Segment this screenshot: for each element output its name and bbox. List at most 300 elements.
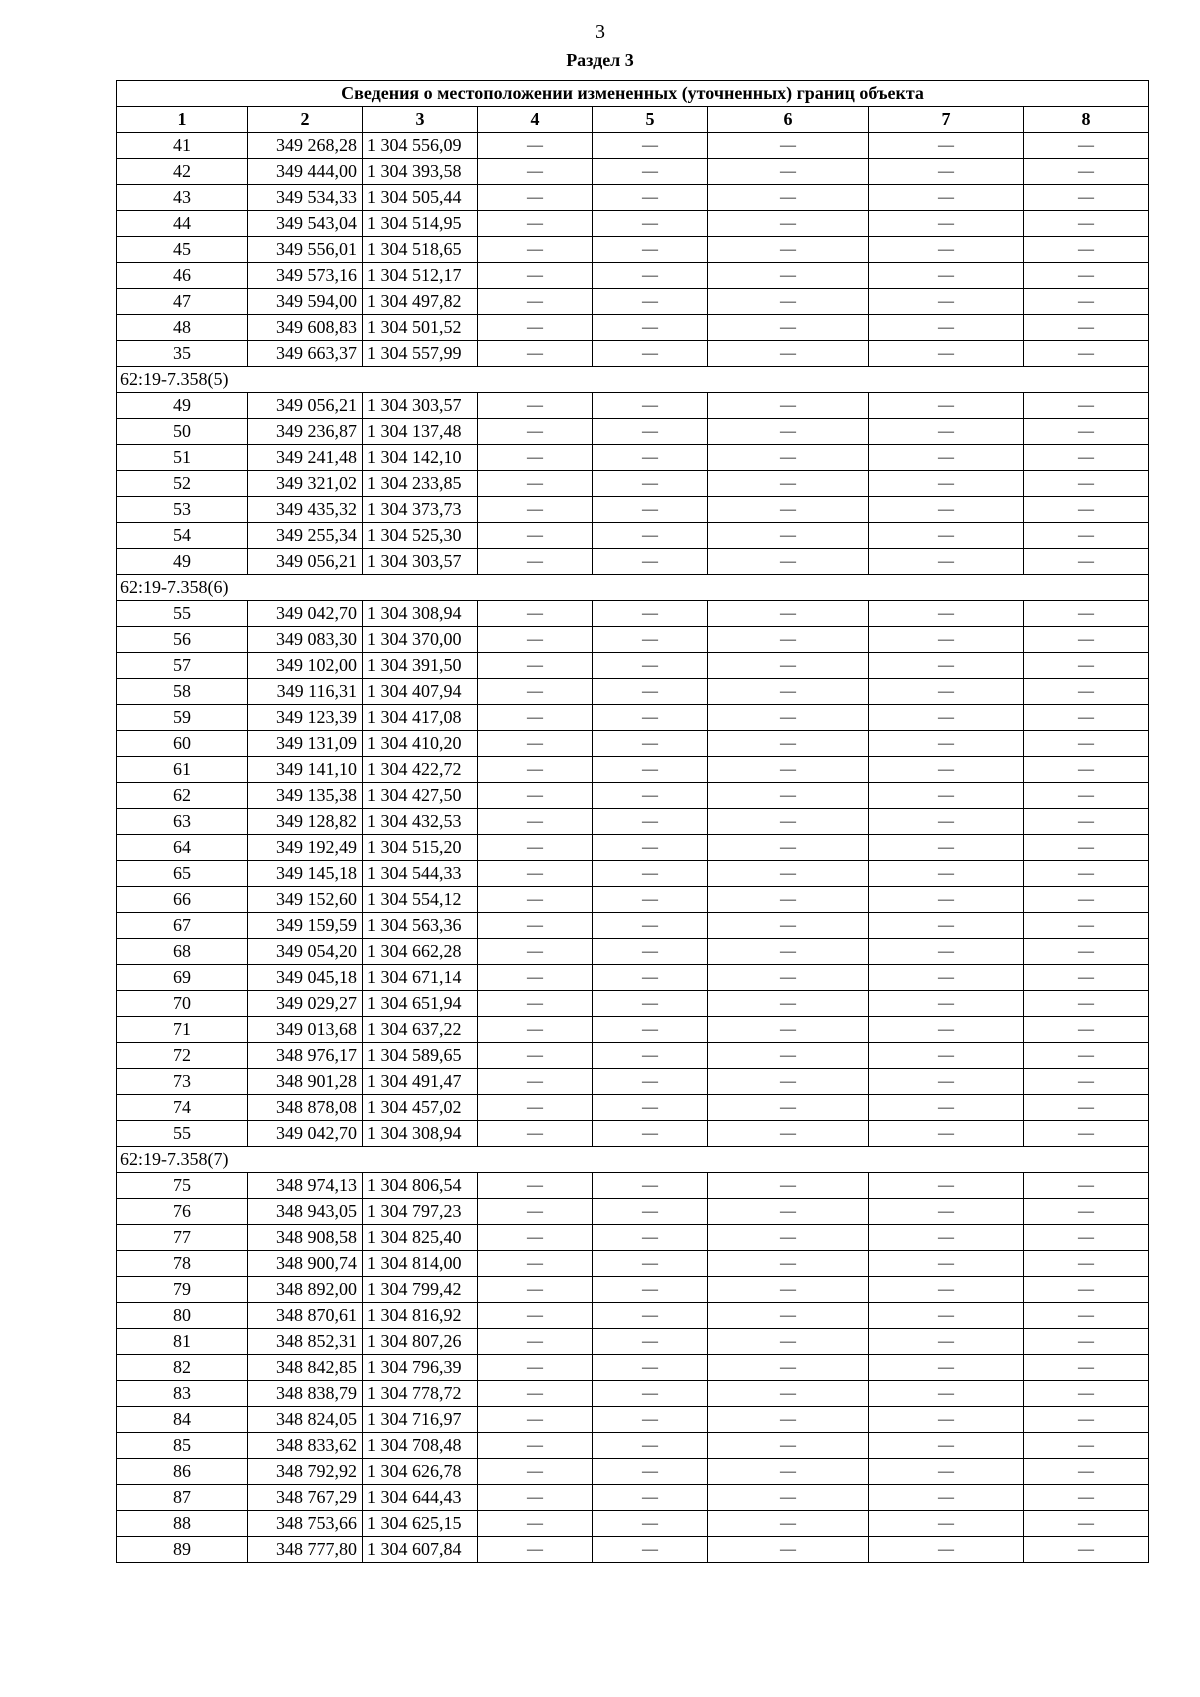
empty-value-cell: —: [1024, 497, 1149, 523]
empty-value-cell: —: [1024, 835, 1149, 861]
empty-value-cell: —: [1024, 445, 1149, 471]
empty-value-cell: —: [593, 1329, 708, 1355]
empty-value-cell: —: [1024, 1459, 1149, 1485]
y-coordinate-cell: 1 304 497,82: [363, 289, 478, 315]
empty-value-cell: —: [478, 471, 593, 497]
table-row: [117, 1511, 1149, 1537]
x-coordinate-cell: 349 042,70: [248, 1121, 363, 1147]
empty-value-cell: —: [593, 497, 708, 523]
empty-value-cell: —: [869, 1225, 1024, 1251]
table-row: [117, 1381, 1149, 1407]
empty-value-cell: —: [1024, 1017, 1149, 1043]
empty-value-cell: —: [869, 497, 1024, 523]
empty-value-cell: —: [478, 523, 593, 549]
empty-value-cell: —: [1024, 1277, 1149, 1303]
y-coordinate-cell: 1 304 796,39: [363, 1355, 478, 1381]
empty-value-cell: —: [478, 861, 593, 887]
empty-value-cell: —: [593, 1251, 708, 1277]
table-row: [117, 757, 1149, 783]
y-coordinate-cell: 1 304 557,99: [363, 341, 478, 367]
point-number-cell: 57: [117, 653, 248, 679]
empty-value-cell: —: [593, 1537, 708, 1563]
empty-value-cell: —: [708, 991, 869, 1017]
empty-value-cell: —: [869, 1355, 1024, 1381]
empty-value-cell: —: [593, 809, 708, 835]
x-coordinate-cell: 348 753,66: [248, 1511, 363, 1537]
empty-value-cell: —: [708, 1329, 869, 1355]
empty-value-cell: —: [1024, 1225, 1149, 1251]
empty-value-cell: —: [869, 1485, 1024, 1511]
empty-value-cell: —: [478, 1277, 593, 1303]
empty-value-cell: —: [1024, 783, 1149, 809]
empty-value-cell: —: [478, 913, 593, 939]
empty-value-cell: —: [869, 1069, 1024, 1095]
empty-value-cell: —: [708, 1121, 869, 1147]
empty-value-cell: —: [593, 1121, 708, 1147]
x-coordinate-cell: 348 974,13: [248, 1173, 363, 1199]
x-coordinate-cell: 349 236,87: [248, 419, 363, 445]
y-coordinate-cell: 1 304 625,15: [363, 1511, 478, 1537]
y-coordinate-cell: 1 304 825,40: [363, 1225, 478, 1251]
empty-value-cell: —: [708, 627, 869, 653]
empty-value-cell: —: [869, 1199, 1024, 1225]
x-coordinate-cell: 349 192,49: [248, 835, 363, 861]
y-coordinate-cell: 1 304 814,00: [363, 1251, 478, 1277]
empty-value-cell: —: [593, 679, 708, 705]
table-row: [117, 263, 1149, 289]
empty-value-cell: —: [869, 237, 1024, 263]
empty-value-cell: —: [478, 627, 593, 653]
y-coordinate-cell: 1 304 512,17: [363, 263, 478, 289]
x-coordinate-cell: 348 943,05: [248, 1199, 363, 1225]
empty-value-cell: —: [869, 341, 1024, 367]
table-row: [117, 1199, 1149, 1225]
y-coordinate-cell: 1 304 308,94: [363, 601, 478, 627]
table-row: [117, 185, 1149, 211]
empty-value-cell: —: [478, 1121, 593, 1147]
empty-value-cell: —: [869, 159, 1024, 185]
table-row: [117, 1355, 1149, 1381]
empty-value-cell: —: [1024, 653, 1149, 679]
empty-value-cell: —: [593, 783, 708, 809]
point-number-cell: 82: [117, 1355, 248, 1381]
point-number-cell: 53: [117, 497, 248, 523]
point-number-cell: 43: [117, 185, 248, 211]
group-header-row: [117, 1147, 1149, 1173]
empty-value-cell: —: [593, 471, 708, 497]
empty-value-cell: —: [1024, 341, 1149, 367]
empty-value-cell: —: [708, 653, 869, 679]
empty-value-cell: —: [869, 731, 1024, 757]
table-row: [117, 835, 1149, 861]
y-coordinate-cell: 1 304 644,43: [363, 1485, 478, 1511]
x-coordinate-cell: 348 767,29: [248, 1485, 363, 1511]
point-number-cell: 47: [117, 289, 248, 315]
table-row: [117, 1329, 1149, 1355]
x-coordinate-cell: 349 029,27: [248, 991, 363, 1017]
x-coordinate-cell: 349 534,33: [248, 185, 363, 211]
empty-value-cell: —: [593, 445, 708, 471]
empty-value-cell: —: [478, 1485, 593, 1511]
empty-value-cell: —: [593, 315, 708, 341]
table-row: [117, 731, 1149, 757]
x-coordinate-cell: 349 268,28: [248, 133, 363, 159]
point-number-cell: 63: [117, 809, 248, 835]
empty-value-cell: —: [593, 263, 708, 289]
empty-value-cell: —: [869, 939, 1024, 965]
empty-value-cell: —: [869, 211, 1024, 237]
empty-value-cell: —: [1024, 991, 1149, 1017]
empty-value-cell: —: [593, 965, 708, 991]
group-label: 62:19-7.358(7): [117, 1147, 1149, 1173]
point-number-cell: 50: [117, 419, 248, 445]
table-row: [117, 315, 1149, 341]
empty-value-cell: —: [478, 991, 593, 1017]
empty-value-cell: —: [593, 1407, 708, 1433]
empty-value-cell: —: [1024, 185, 1149, 211]
y-coordinate-cell: 1 304 137,48: [363, 419, 478, 445]
empty-value-cell: —: [478, 1199, 593, 1225]
empty-value-cell: —: [478, 887, 593, 913]
empty-value-cell: —: [1024, 757, 1149, 783]
empty-value-cell: —: [593, 1043, 708, 1069]
empty-value-cell: —: [1024, 1303, 1149, 1329]
x-coordinate-cell: 348 892,00: [248, 1277, 363, 1303]
empty-value-cell: —: [593, 341, 708, 367]
y-coordinate-cell: 1 304 807,26: [363, 1329, 478, 1355]
empty-value-cell: —: [593, 211, 708, 237]
empty-value-cell: —: [478, 1329, 593, 1355]
empty-value-cell: —: [593, 861, 708, 887]
empty-value-cell: —: [593, 835, 708, 861]
empty-value-cell: —: [478, 341, 593, 367]
empty-value-cell: —: [1024, 679, 1149, 705]
table-row: [117, 341, 1149, 367]
column-header: 4: [478, 107, 593, 133]
x-coordinate-cell: 349 241,48: [248, 445, 363, 471]
empty-value-cell: —: [478, 1407, 593, 1433]
empty-value-cell: —: [869, 315, 1024, 341]
point-number-cell: 78: [117, 1251, 248, 1277]
empty-value-cell: —: [1024, 1069, 1149, 1095]
empty-value-cell: —: [708, 1173, 869, 1199]
empty-value-cell: —: [1024, 1095, 1149, 1121]
empty-value-cell: —: [869, 1459, 1024, 1485]
x-coordinate-cell: 349 145,18: [248, 861, 363, 887]
empty-value-cell: —: [708, 185, 869, 211]
x-coordinate-cell: 349 435,32: [248, 497, 363, 523]
x-coordinate-cell: 348 901,28: [248, 1069, 363, 1095]
empty-value-cell: —: [708, 1459, 869, 1485]
empty-value-cell: —: [708, 1017, 869, 1043]
table-row: [117, 1043, 1149, 1069]
empty-value-cell: —: [478, 211, 593, 237]
empty-value-cell: —: [708, 835, 869, 861]
empty-value-cell: —: [478, 731, 593, 757]
y-coordinate-cell: 1 304 427,50: [363, 783, 478, 809]
empty-value-cell: —: [869, 757, 1024, 783]
table-row: [117, 653, 1149, 679]
empty-value-cell: —: [869, 1407, 1024, 1433]
empty-value-cell: —: [869, 1329, 1024, 1355]
table-row: [117, 393, 1149, 419]
empty-value-cell: —: [478, 601, 593, 627]
point-number-cell: 60: [117, 731, 248, 757]
empty-value-cell: —: [869, 679, 1024, 705]
table-row: [117, 887, 1149, 913]
point-number-cell: 45: [117, 237, 248, 263]
empty-value-cell: —: [1024, 809, 1149, 835]
empty-value-cell: —: [1024, 1381, 1149, 1407]
empty-value-cell: —: [708, 497, 869, 523]
table-row: [117, 549, 1149, 575]
x-coordinate-cell: 348 792,92: [248, 1459, 363, 1485]
point-number-cell: 77: [117, 1225, 248, 1251]
table-row: [117, 1407, 1149, 1433]
table-row: [117, 1225, 1149, 1251]
empty-value-cell: —: [869, 393, 1024, 419]
empty-value-cell: —: [708, 445, 869, 471]
table-row: [117, 1069, 1149, 1095]
y-coordinate-cell: 1 304 544,33: [363, 861, 478, 887]
empty-value-cell: —: [869, 523, 1024, 549]
table-row: [117, 1303, 1149, 1329]
table-row: [117, 913, 1149, 939]
y-coordinate-cell: 1 304 626,78: [363, 1459, 478, 1485]
empty-value-cell: —: [593, 1485, 708, 1511]
column-header: 6: [708, 107, 869, 133]
x-coordinate-cell: 349 152,60: [248, 887, 363, 913]
empty-value-cell: —: [1024, 263, 1149, 289]
empty-value-cell: —: [1024, 315, 1149, 341]
empty-value-cell: —: [869, 1251, 1024, 1277]
empty-value-cell: —: [708, 1303, 869, 1329]
empty-value-cell: —: [593, 757, 708, 783]
empty-value-cell: —: [869, 835, 1024, 861]
empty-value-cell: —: [708, 679, 869, 705]
column-header-row: [117, 107, 1149, 133]
x-coordinate-cell: 348 900,74: [248, 1251, 363, 1277]
x-coordinate-cell: 348 976,17: [248, 1043, 363, 1069]
point-number-cell: 61: [117, 757, 248, 783]
empty-value-cell: —: [478, 1251, 593, 1277]
y-coordinate-cell: 1 304 799,42: [363, 1277, 478, 1303]
empty-value-cell: —: [1024, 1121, 1149, 1147]
x-coordinate-cell: 349 444,00: [248, 159, 363, 185]
empty-value-cell: —: [478, 705, 593, 731]
point-number-cell: 72: [117, 1043, 248, 1069]
point-number-cell: 73: [117, 1069, 248, 1095]
empty-value-cell: —: [478, 1355, 593, 1381]
empty-value-cell: —: [1024, 211, 1149, 237]
point-number-cell: 55: [117, 1121, 248, 1147]
column-header: 8: [1024, 107, 1149, 133]
empty-value-cell: —: [593, 1381, 708, 1407]
point-number-cell: 56: [117, 627, 248, 653]
empty-value-cell: —: [478, 315, 593, 341]
empty-value-cell: —: [708, 809, 869, 835]
empty-value-cell: —: [708, 315, 869, 341]
table-row: [117, 991, 1149, 1017]
empty-value-cell: —: [708, 159, 869, 185]
empty-value-cell: —: [869, 861, 1024, 887]
empty-value-cell: —: [869, 1511, 1024, 1537]
point-number-cell: 76: [117, 1199, 248, 1225]
empty-value-cell: —: [478, 809, 593, 835]
empty-value-cell: —: [593, 1225, 708, 1251]
x-coordinate-cell: 348 852,31: [248, 1329, 363, 1355]
empty-value-cell: —: [1024, 1407, 1149, 1433]
empty-value-cell: —: [593, 133, 708, 159]
empty-value-cell: —: [1024, 1251, 1149, 1277]
x-coordinate-cell: 349 141,10: [248, 757, 363, 783]
y-coordinate-cell: 1 304 373,73: [363, 497, 478, 523]
y-coordinate-cell: 1 304 391,50: [363, 653, 478, 679]
empty-value-cell: —: [708, 1277, 869, 1303]
empty-value-cell: —: [1024, 1511, 1149, 1537]
table-row: [117, 1537, 1149, 1563]
empty-value-cell: —: [478, 679, 593, 705]
x-coordinate-cell: 349 054,20: [248, 939, 363, 965]
x-coordinate-cell: 348 777,80: [248, 1537, 363, 1563]
x-coordinate-cell: 349 128,82: [248, 809, 363, 835]
empty-value-cell: —: [869, 1017, 1024, 1043]
point-number-cell: 35: [117, 341, 248, 367]
empty-value-cell: —: [593, 1433, 708, 1459]
empty-value-cell: —: [1024, 471, 1149, 497]
empty-value-cell: —: [478, 133, 593, 159]
empty-value-cell: —: [1024, 1537, 1149, 1563]
empty-value-cell: —: [1024, 393, 1149, 419]
table-row: [117, 965, 1149, 991]
empty-value-cell: —: [708, 1407, 869, 1433]
y-coordinate-cell: 1 304 233,85: [363, 471, 478, 497]
table-row: [117, 783, 1149, 809]
empty-value-cell: —: [869, 1381, 1024, 1407]
empty-value-cell: —: [593, 1303, 708, 1329]
empty-value-cell: —: [593, 705, 708, 731]
x-coordinate-cell: 349 102,00: [248, 653, 363, 679]
empty-value-cell: —: [708, 1381, 869, 1407]
x-coordinate-cell: 349 255,34: [248, 523, 363, 549]
x-coordinate-cell: 349 056,21: [248, 549, 363, 575]
empty-value-cell: —: [708, 757, 869, 783]
empty-value-cell: —: [478, 419, 593, 445]
empty-value-cell: —: [478, 1173, 593, 1199]
table-row: [117, 289, 1149, 315]
point-number-cell: 49: [117, 393, 248, 419]
point-number-cell: 42: [117, 159, 248, 185]
empty-value-cell: —: [1024, 887, 1149, 913]
x-coordinate-cell: 349 042,70: [248, 601, 363, 627]
empty-value-cell: —: [869, 705, 1024, 731]
empty-value-cell: —: [478, 1069, 593, 1095]
empty-value-cell: —: [478, 445, 593, 471]
table-row: [117, 1251, 1149, 1277]
x-coordinate-cell: 349 135,38: [248, 783, 363, 809]
empty-value-cell: —: [478, 237, 593, 263]
table-row: [117, 1277, 1149, 1303]
table-body: [117, 81, 1149, 1563]
table-row: [117, 1017, 1149, 1043]
empty-value-cell: —: [478, 185, 593, 211]
point-number-cell: 65: [117, 861, 248, 887]
empty-value-cell: —: [1024, 1433, 1149, 1459]
y-coordinate-cell: 1 304 518,65: [363, 237, 478, 263]
x-coordinate-cell: 348 838,79: [248, 1381, 363, 1407]
empty-value-cell: —: [478, 1303, 593, 1329]
empty-value-cell: —: [869, 419, 1024, 445]
x-coordinate-cell: 349 594,00: [248, 289, 363, 315]
empty-value-cell: —: [708, 523, 869, 549]
empty-value-cell: —: [593, 627, 708, 653]
empty-value-cell: —: [708, 861, 869, 887]
empty-value-cell: —: [1024, 549, 1149, 575]
empty-value-cell: —: [869, 1095, 1024, 1121]
empty-value-cell: —: [708, 237, 869, 263]
point-number-cell: 54: [117, 523, 248, 549]
empty-value-cell: —: [593, 289, 708, 315]
point-number-cell: 55: [117, 601, 248, 627]
y-coordinate-cell: 1 304 422,72: [363, 757, 478, 783]
empty-value-cell: —: [708, 1043, 869, 1069]
empty-value-cell: —: [708, 1069, 869, 1095]
empty-value-cell: —: [593, 237, 708, 263]
point-number-cell: 85: [117, 1433, 248, 1459]
x-coordinate-cell: 349 663,37: [248, 341, 363, 367]
empty-value-cell: —: [478, 1225, 593, 1251]
point-number-cell: 49: [117, 549, 248, 575]
empty-value-cell: —: [869, 471, 1024, 497]
empty-value-cell: —: [1024, 965, 1149, 991]
y-coordinate-cell: 1 304 308,94: [363, 1121, 478, 1147]
empty-value-cell: —: [1024, 627, 1149, 653]
empty-value-cell: —: [708, 1095, 869, 1121]
empty-value-cell: —: [708, 731, 869, 757]
point-number-cell: 88: [117, 1511, 248, 1537]
empty-value-cell: —: [478, 1017, 593, 1043]
empty-value-cell: —: [478, 1381, 593, 1407]
table-row: [117, 445, 1149, 471]
y-coordinate-cell: 1 304 637,22: [363, 1017, 478, 1043]
empty-value-cell: —: [869, 965, 1024, 991]
table-row: [117, 809, 1149, 835]
empty-value-cell: —: [1024, 705, 1149, 731]
y-coordinate-cell: 1 304 589,65: [363, 1043, 478, 1069]
y-coordinate-cell: 1 304 303,57: [363, 393, 478, 419]
table-row: [117, 1095, 1149, 1121]
x-coordinate-cell: 348 824,05: [248, 1407, 363, 1433]
y-coordinate-cell: 1 304 554,12: [363, 887, 478, 913]
y-coordinate-cell: 1 304 393,58: [363, 159, 478, 185]
empty-value-cell: —: [708, 341, 869, 367]
y-coordinate-cell: 1 304 410,20: [363, 731, 478, 757]
x-coordinate-cell: 349 013,68: [248, 1017, 363, 1043]
empty-value-cell: —: [869, 185, 1024, 211]
point-number-cell: 81: [117, 1329, 248, 1355]
empty-value-cell: —: [593, 1069, 708, 1095]
empty-value-cell: —: [478, 1459, 593, 1485]
empty-value-cell: —: [1024, 601, 1149, 627]
point-number-cell: 84: [117, 1407, 248, 1433]
table-row: [117, 1485, 1149, 1511]
empty-value-cell: —: [869, 445, 1024, 471]
empty-value-cell: —: [1024, 159, 1149, 185]
x-coordinate-cell: 348 908,58: [248, 1225, 363, 1251]
empty-value-cell: —: [593, 939, 708, 965]
y-coordinate-cell: 1 304 417,08: [363, 705, 478, 731]
table-row: [117, 1433, 1149, 1459]
